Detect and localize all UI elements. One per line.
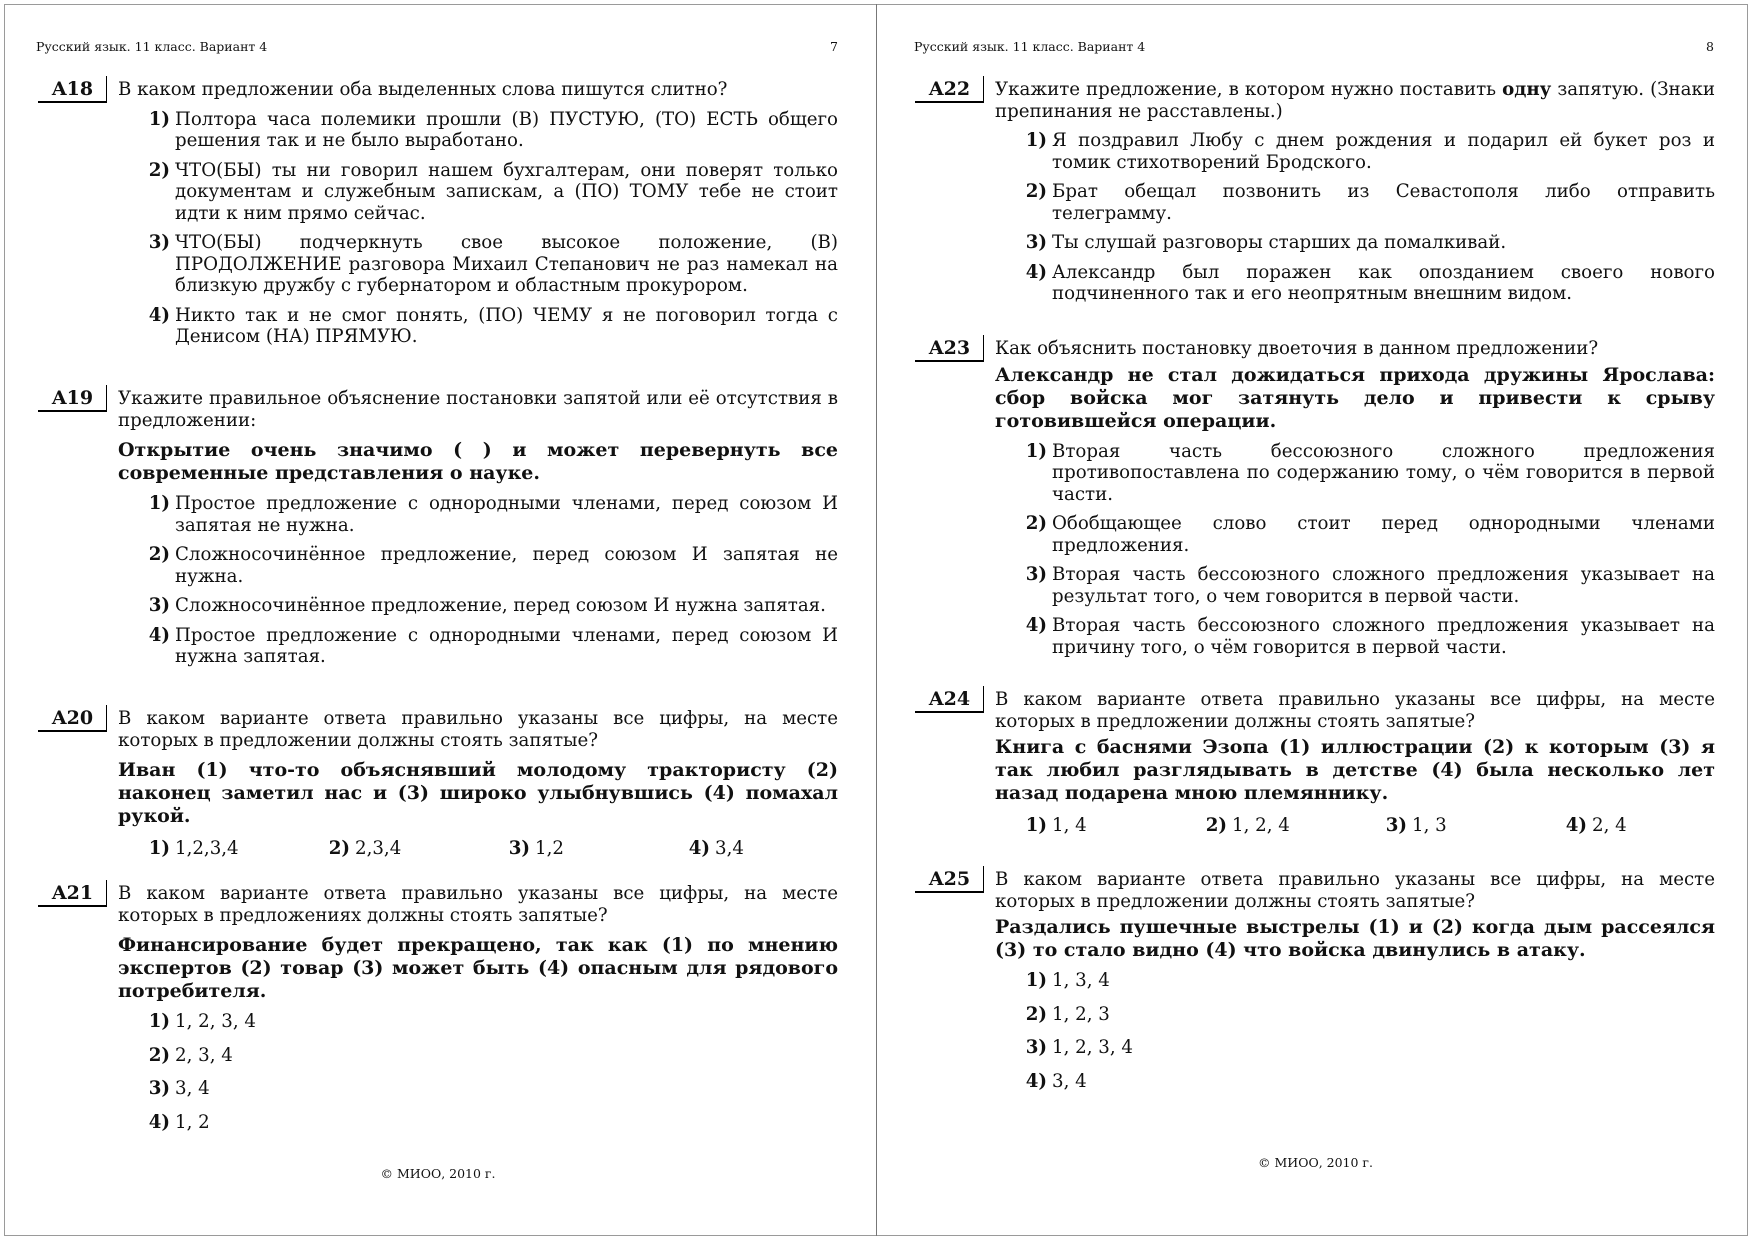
answer-option[interactable]: 1) Полтора часа полемики прошли (В) ПУСТУЮ, (ТО) ЕСТЬ общего решения так и не было выработано. bbox=[148, 108, 838, 151]
answer-option[interactable]: 4) 1, 2 bbox=[148, 1111, 210, 1133]
question-a22 bbox=[915, 79, 1715, 313]
page-left bbox=[0, 0, 876, 1239]
question-a18 bbox=[38, 79, 838, 356]
question-sentence: Иван (1) что-то объяснявший молодому трактористу (2) наконец заметил нас и (3) широко улыбнувшись (4) помахал рукой. bbox=[118, 759, 838, 827]
question-tag: A22 bbox=[915, 79, 984, 103]
answer-option[interactable]: 4) 3, 4 bbox=[1025, 1070, 1087, 1092]
question-stem: Как объяснить постановку двоеточия в данном предложении? bbox=[995, 338, 1599, 359]
question-stem: В каком варианте ответа правильно указаны все цифры, на месте которых в предложении должны стоять запятые? bbox=[995, 689, 1715, 732]
question-stem: В каком предложении оба выделенных слова пишутся слитно? bbox=[118, 79, 728, 100]
question-tag: A23 bbox=[915, 338, 984, 362]
answer-option[interactable]: 3) 1, 2, 3, 4 bbox=[1025, 1037, 1133, 1058]
header-title: Русский язык. 11 класс. Вариант 4 bbox=[914, 39, 1146, 54]
answer-option[interactable]: 1) 1, 4 bbox=[1025, 815, 1087, 836]
answer-option[interactable]: 2) 2,3,4 bbox=[328, 838, 402, 859]
copyright-footer: © МИОО, 2010 г. bbox=[1258, 1155, 1373, 1170]
answer-option[interactable]: 3) Ты слушай разговоры старших да помалкивай. bbox=[1025, 232, 1507, 253]
question-a24 bbox=[915, 689, 1715, 837]
question-sentence: Раздались пушечные выстрелы (1) и (2) когда дым рассеялся (3) то стало видно (4) что войска двинулись в атаку. bbox=[995, 916, 1715, 961]
answer-option[interactable]: 2) Брат обещал позвонить из Севастополя либо отправить телеграмму. bbox=[1025, 181, 1715, 224]
answer-option[interactable]: 1) Я поздравил Любу с днем рождения и подарил ей букет роз и томик стихотворений Бродского. bbox=[1025, 130, 1715, 173]
answer-option[interactable]: 2) Обобщающее слово стоит перед однородными членами предложения. bbox=[1025, 513, 1715, 556]
question-a23 bbox=[915, 338, 1715, 666]
answer-option[interactable]: 3) Вторая часть бессоюзного сложного предложения указывает на результат того, о чем говорится в первой части. bbox=[1025, 564, 1715, 607]
question-stem: Укажите правильное объяснение постановки запятой или её отсутствия в предложении: bbox=[118, 388, 838, 431]
question-tag: A19 bbox=[38, 388, 107, 412]
answer-option[interactable]: 2) 1, 2, 3 bbox=[1025, 1003, 1110, 1025]
question-stem: Укажите предложение, в котором нужно поставить одну запятую. (Знаки препинания не расставлены.) bbox=[995, 79, 1715, 122]
page-right bbox=[877, 0, 1754, 1239]
question-sentence: Александр не стал дожидаться прихода дружины Ярослава: сбор войска мог затянуть дело и привести к срыву готовившейся операции. bbox=[995, 363, 1715, 432]
header-title: Русский язык. 11 класс. Вариант 4 bbox=[36, 39, 268, 54]
question-tag: A21 bbox=[38, 883, 107, 907]
answer-option[interactable]: 3) 1,2 bbox=[508, 838, 564, 859]
answer-option[interactable]: 3) Сложносочинённое предложение, перед союзом И нужна запятая. bbox=[148, 595, 826, 616]
question-sentence: Открытие очень значимо ( ) и может перевернуть все современные представления о науке. bbox=[118, 439, 838, 484]
question-sentence: Финансирование будет прекращено, так как (1) по мнению экспертов (2) товар (3) может быть (4) опасным для рядового потребителя. bbox=[118, 934, 838, 1002]
question-a21 bbox=[38, 883, 838, 1145]
answer-option[interactable]: 2) 2, 3, 4 bbox=[148, 1044, 233, 1066]
answer-option[interactable]: 1) 1, 3, 4 bbox=[1025, 970, 1110, 991]
answer-option[interactable]: 4) Никто так и не смог понять, (ПО) ЧЕМУ я не поговорил тогда с Денисом (НА) ПРЯМУЮ. bbox=[148, 304, 838, 347]
question-a20 bbox=[38, 708, 838, 860]
answer-option[interactable]: 3) 1, 3 bbox=[1385, 815, 1447, 836]
answer-option[interactable]: 4) Александр был поражен как опозданием своего нового подчиненного так и его неопрятным внешним видом. bbox=[1025, 261, 1715, 304]
question-stem: В каком варианте ответа правильно указаны все цифры, на месте которых в предложении должны стоять запятые? bbox=[995, 869, 1715, 912]
answer-option[interactable]: 2) 1, 2, 4 bbox=[1205, 815, 1290, 836]
answer-option[interactable]: 1) Вторая часть бессоюзного сложного предложения противопоставлена по содержанию тому, о чём говорится в первой части. bbox=[1025, 440, 1715, 505]
question-a19 bbox=[38, 388, 838, 676]
question-a25 bbox=[915, 869, 1715, 1104]
answer-option[interactable]: 4) Вторая часть бессоюзного сложного предложения указывает на причину того, о чём говорится в первой части. bbox=[1025, 615, 1715, 658]
question-sentence: Книга с баснями Эзопа (1) иллюстрации (2) к которым (3) я так любил разглядывать в детстве (4) была несколько лет назад подарена мною племяннику. bbox=[995, 736, 1715, 804]
page-number: 8 bbox=[1706, 39, 1714, 54]
answer-option[interactable]: 3) ЧТО(БЫ) подчеркнуть свое высокое положение, (В) ПРОДОЛЖЕНИЕ разговора Михаил Степанович не раз намекал на близкую дружбу с губернатором и областным прокурором. bbox=[148, 232, 838, 296]
page-number: 7 bbox=[830, 39, 838, 54]
question-stem: В каком варианте ответа правильно указаны все цифры, на месте которых в предложении должны стоять запятые? bbox=[118, 708, 838, 751]
answer-option[interactable]: 2) ЧТО(БЫ) ты ни говорил нашем бухгалтерам, они поверят только документам и служебным запискам, а (ПО) ТОМУ тебе не стоит идти к ним прямо сейчас. bbox=[148, 159, 838, 224]
copyright-footer: © МИОО, 2010 г. bbox=[380, 1166, 496, 1181]
answer-option[interactable]: 2) Сложносочинённое предложение, перед союзом И запятая не нужна. bbox=[148, 544, 838, 587]
question-tag: A20 bbox=[38, 708, 107, 732]
question-tag: A18 bbox=[38, 79, 107, 103]
answer-option[interactable]: 1) Простое предложение с однородными членами, перед союзом И запятая не нужна. bbox=[148, 493, 838, 536]
answer-option[interactable]: 4) Простое предложение с однородными членами, перед союзом И нужна запятая. bbox=[148, 624, 838, 667]
question-tag: A25 bbox=[915, 869, 984, 893]
answer-option[interactable]: 3) 3, 4 bbox=[148, 1078, 210, 1099]
answer-option[interactable]: 4) 3,4 bbox=[688, 838, 744, 859]
answer-option[interactable]: 1) 1, 2, 3, 4 bbox=[148, 1011, 256, 1032]
question-tag: A24 bbox=[915, 689, 984, 713]
question-stem: В каком варианте ответа правильно указаны все цифры, на месте которых в предложениях должны стоять запятые? bbox=[118, 883, 838, 926]
answer-option[interactable]: 1) 1,2,3,4 bbox=[148, 838, 239, 859]
answer-option[interactable]: 4) 2, 4 bbox=[1565, 815, 1627, 836]
